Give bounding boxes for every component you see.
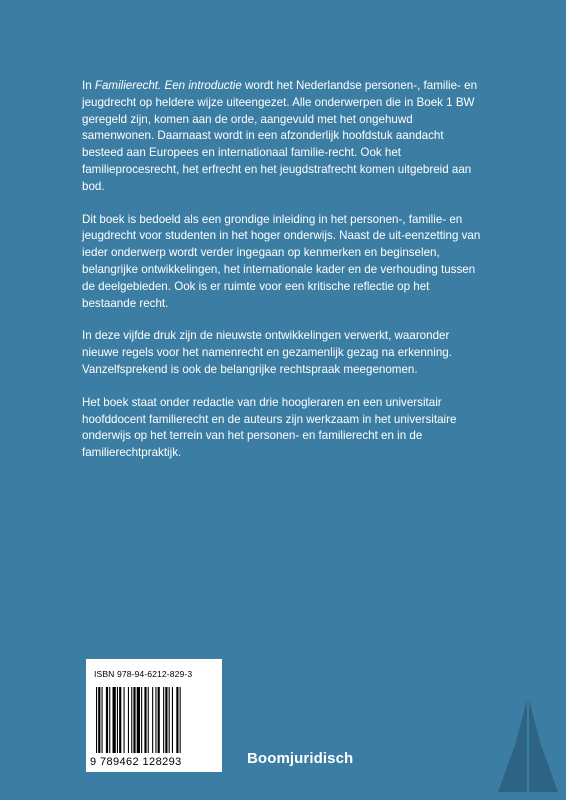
- isbn-text: ISBN 978-94-6212-829-3: [94, 669, 193, 679]
- book-title-italic: Familierecht. Een introductie: [94, 79, 242, 92]
- barcode-label: [86, 659, 222, 772]
- barcode-bars: [96, 687, 212, 753]
- blurb-paragraph-2: Dit boek is bedoeld als een grondige inleiding in het personen-, familie- en jeugdrecht voor studenten in het hoger onderwijs. Naast de uit-eenzetting van ieder onderwerp wordt verder ingegaan op kenmerken en beginselen, belangrijke ontwikkelingen, het internationale kader en de verhouding tussen de deelgebieden. Ook is er ruimte voor een kritische reflectie op het bestaande recht.: [82, 212, 481, 310]
- barcode-number: 9 789462 128293: [90, 756, 182, 768]
- blurb-paragraph-3: In deze vijfde druk zijn de nieuwste ontwikkelingen verwerkt, waaronder nieuwe regels voor het namenrecht en gezamenlijk gezag na erkenning. Vanzelfsprekend is ook de belangrijke rechtspraak meegenomen.: [82, 329, 452, 376]
- blurb-paragraph-1: [82, 78, 486, 196]
- blurb-p1-prefix: In: [82, 79, 95, 92]
- blurb-p1-rest: wordt het Nederlandse personen-, familie- en jeugdrecht op heldere wijze uiteengezet. Alle onderwerpen die in Boek 1 BW geregeld zijn, komen aan de orde, aangevuld met het ongehuwd samenwonen. Daarnaast wordt in een afzonderlijk hoofdstuk aandacht besteed aan Europees en internationaal familie-recht. Ook het familieprocesrecht, het erfrecht en het jeugdstrafrecht komen uitgebreid aan bod.: [82, 79, 478, 193]
- publisher-logo-icon: [494, 692, 562, 796]
- blurb-paragraph-4: Het boek staat onder redactie van drie hoogleraren en een universitair hoofddocent familierecht en de auteurs zijn werkzaam in het universitaire onderwijs op het terrein van het personen- en familierecht en in de familierechtpraktijk.: [82, 395, 457, 460]
- publisher-name: Boomjuridisch: [247, 750, 354, 767]
- back-cover-blurb: [82, 78, 486, 478]
